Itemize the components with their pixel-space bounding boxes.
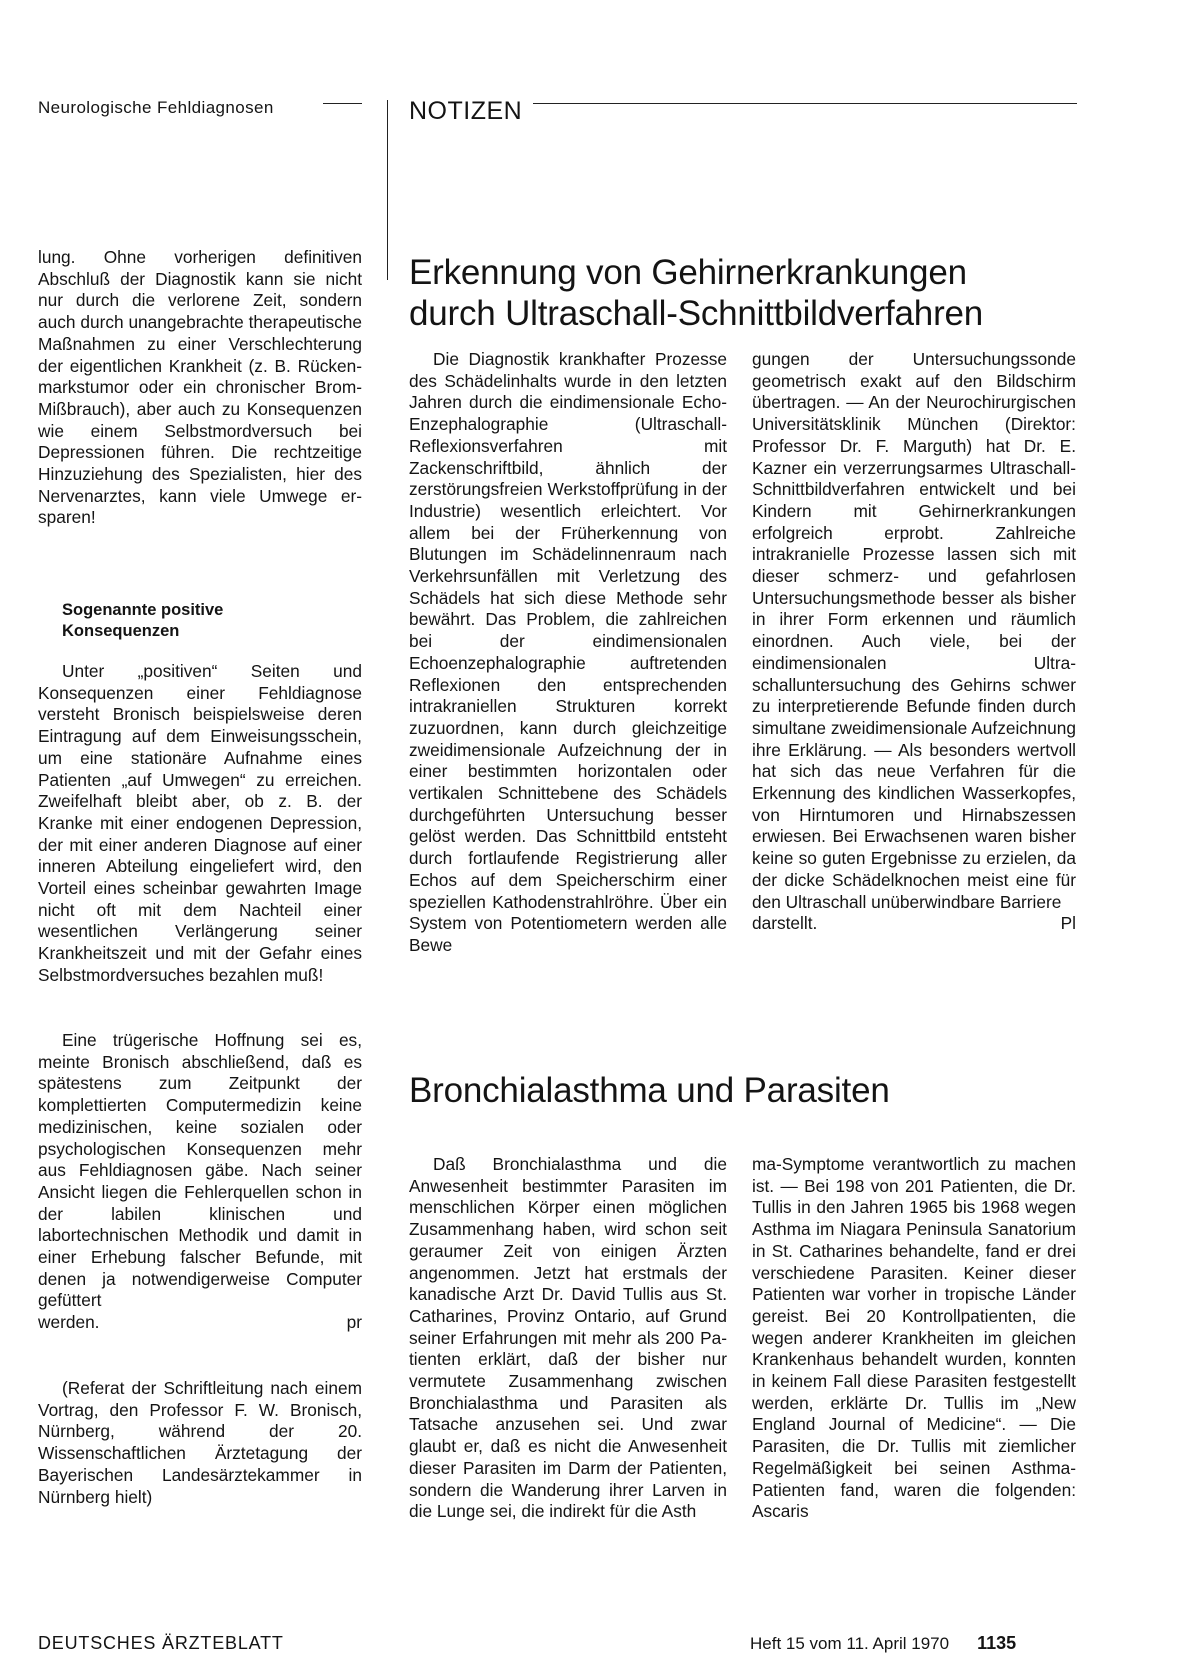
article1-signature: Pl xyxy=(1060,913,1076,934)
subhead-line-2: Konsequenzen xyxy=(62,622,180,640)
left-column-para-3-last: werden. xyxy=(38,1312,100,1333)
page-number: 1135 xyxy=(977,1633,1017,1653)
column-divider-rule xyxy=(387,100,388,280)
article1-column-1 xyxy=(409,349,727,957)
article2-column-2 xyxy=(752,1154,1076,1523)
header-rule-right xyxy=(533,103,1077,104)
footer-journal-name: DEUTSCHES ÄRZTEBLATT xyxy=(38,1633,284,1653)
article1-column-2-last-line xyxy=(752,913,1076,935)
footer-issue: Heft 15 vom 11. April 1970 xyxy=(750,1634,950,1653)
article1-column-1-text: Die Diagnostik krankhafter Prozesse des Schädelinhalts wurde in den letzten Jahren durch die eindimensionale Echo-Enzephalographie (Ultraschall-Reflexionsverfahren mit Zackenschriftbild, ähnlich der zerstörungsfreien Werkstoffprüfung in der Industrie) wesentlich erleichtert. Vor allem bei der Früherkennung von Blutungen im Schädelinnenraum nach Verkehrsunfällen mit Verletzung des Schädels hat sich diese Methode sehr bewährt. Das Problem, die zahlreichen bei der eindimensionalen Echoenzephalographie auftretenden Reflexionen den entsprechenden intrakraniellen Strukturen korrekt zuzuordnen, kann durch gleichzeitige zweidimensionale Aufzeichnung der in einer bestimmten horizontalen oder vertikalen Schnittebene des Schädels durchgeführten Untersuchung besser gelöst werden. Das Schnittbild entsteht durch fortlaufende Registrierung aller Echos auf dem Speicherschirm einer speziellen Kathodenstrahlröhre. Über ein System von Potentiometern werden alle Bewe xyxy=(409,349,727,955)
left-column-para-1 xyxy=(38,247,362,529)
left-column-note xyxy=(38,1378,362,1508)
left-column-para-1-text: lung. Ohne vorherigen definitiven Abschluß der Diagnostik kann sie nicht nur durch die verlorene Zeit, sondern auch durch unangebrachte therapeutische Maßnahmen zu einer Verschlechterung der eigentlichen Krankheit (z. B. Rückenmarkstumor oder ein chronischer Brom-Mißbrauch), aber auch zu Konsequenzen wie einem Selbstmordversuch bei Depressionen führen. Die rechtzeitige Hinzuziehung des Spezialisten, hier des Nervenarztes, kann viele Umwege ersparen! xyxy=(38,247,362,528)
article2-title-text: Bronchialasthma und Parasiten xyxy=(409,1071,890,1110)
left-column-para-3 xyxy=(38,1030,362,1334)
left-column-note-text: (Referat der Schriftleitung nach einem Vortrag, den Professor F. W. Bronisch, Nürnberg, während der 20. Wissenschaftlichen Ärztetagung der Bayerischen Landesärztekammer in Nürnberg hielt) xyxy=(38,1378,362,1507)
left-column-para-3-last-line xyxy=(38,1312,362,1334)
article1-title-line-2: durch Ultraschall-Schnittbildverfahren xyxy=(409,294,984,333)
left-column-signature: pr xyxy=(346,1312,362,1333)
footer-issue-info xyxy=(750,1633,1016,1654)
header-rule-left xyxy=(323,103,362,104)
article1-column-2-last: darstellt. xyxy=(752,913,818,934)
subhead-line-1: Sogenannte positive xyxy=(62,601,224,619)
article2-title xyxy=(409,1070,1099,1111)
left-column-para-3-text: Eine trügerische Hoffnung sei es, meinte Bronisch abschließend, daß es spätestens zum Zeitpunkt der komplettierten Computermedizin keine medizinischen, keine sozialen oder psychologischen Konsequenzen mehr aus Fehldiagnosen gäbe. Nach seiner Ansicht liegen die Fehlerquellen schon in der labilen klinischen und labortechnischen Methodik und damit in einer Erhebung falscher Befunde, mit denen ja notwendigerweise Computer gefüttert xyxy=(38,1030,362,1311)
article2-column-1-text: Daß Bronchialasthma und die Anwesenheit bestimmter Parasiten im menschlichen Körper einen möglichen Zusammenhang haben, wird schon seit geraumer Zeit von einigen Ärzten angenommen. Jetzt hat erstmals der kanadische Arzt Dr. David Tullis aus St. Catharines, Provinz Ontario, auf Grund seiner Erfahrungen mit mehr als 200 Patienten erklärt, daß der bisher nur vermutete Zusammenhang zwischen Bronchialasthma und Parasiten als Tatsache anzusehen sei. Und zwar glaubt er, daß es nicht die Anwesenheit dieser Parasiten im Darm der Patienten, sondern die Wanderung ihrer Larven in die Lunge sei, die indirekt für die Asth xyxy=(409,1154,727,1522)
left-column-para-2 xyxy=(38,661,362,987)
section-label: NOTIZEN xyxy=(409,97,523,125)
article1-title-line-1: Erkennung von Gehirnerkrankungen xyxy=(409,253,967,292)
article2-column-2-text: ma-Symptome verantwortlich zu machen ist. — Bei 198 von 201 Patienten, die Dr. Tullis in den Jahren 1965 bis 1968 wegen Asthma im Niagara Peninsula Sanatorium in St. Catharines behandelte, fand er drei verschiedene Parasiten. Keiner dieser Patienten war vorher in tropische Länder gereist. Bei 20 Kontrollpatienten, die wegen anderer Krankheiten im gleichen Krankenhaus behandelt wurden, konnten in keinem Fall diese Parasiten festgestellt werden, erklärte Dr. Tullis im „New England Journal of Medicine“. — Die Parasiten, die Dr. Tullis mit ziemlicher Regelmäßigkeit bei seinen Asthma-Patienten fand, waren die folgenden: Ascaris xyxy=(752,1154,1076,1522)
article1-column-2 xyxy=(752,349,1076,935)
left-column-para-2-text: Unter „positiven“ Seiten und Konsequenzen einer Fehldiagnose versteht Bronisch beispielsweise deren Eintragung auf dem Einweisungsschein, um eine stationäre Aufnahme eines Patienten „auf Umwegen“ zu erreichen. Zweifelhaft bleibt aber, ob z. B. der Kranke mit einer endogenen Depression, der mit einer anderen Diagnose auf einer inneren Abteilung eingeliefert wird, den Vorteil eines scheinbar gewahrten Image nicht oft mit dem Nachteil einer wesentlichen Verlängerung seiner Krankheitszeit und mit der Gefahr eines Selbstmordversuches bezahlen muß! xyxy=(38,661,362,985)
article2-column-1 xyxy=(409,1154,727,1523)
running-head: Neurologische Fehldiagnosen xyxy=(38,98,274,117)
article1-column-2-text: gungen der Untersuchungssonde geometrisch exakt auf den Bildschirm übertragen. — An der Neurochirurgischen Universitätsklinik München (Direktor: Professor Dr. F. Marguth) hat Dr. E. Kazner ein verzerrungsarmes Ultraschall-Schnittbildverfahren entwickelt und bei Kindern mit Gehirnerkrankungen erfolgreich erprobt. Zahlreiche intrakranielle Prozesse lassen sich mit dieser schmerz- und gefahrlosen Untersuchungsmethode besser als bisher in ihrer Form erkennen und räumlich einordnen. Auch viele, bei der eindimensionalen Ultraschalluntersuchung des Gehirns schwer zu interpretierende Befunde finden durch simultane zweidimensionale Aufzeichnung ihre Erklärung. — Als besonders wertvoll hat sich das neue Verfahren für die Erkennung des kindlichen Wasserkopfes, von Hirntumoren und Hirnabszessen erwiesen. Bei Erwachsenen waren bisher keine so guten Ergebnisse zu erzielen, da der dicke Schädelknochen meist eine für den Ultraschall unüberwindbare Barriere xyxy=(752,349,1076,912)
article1-title xyxy=(409,252,1099,334)
left-column-subhead xyxy=(62,600,362,642)
